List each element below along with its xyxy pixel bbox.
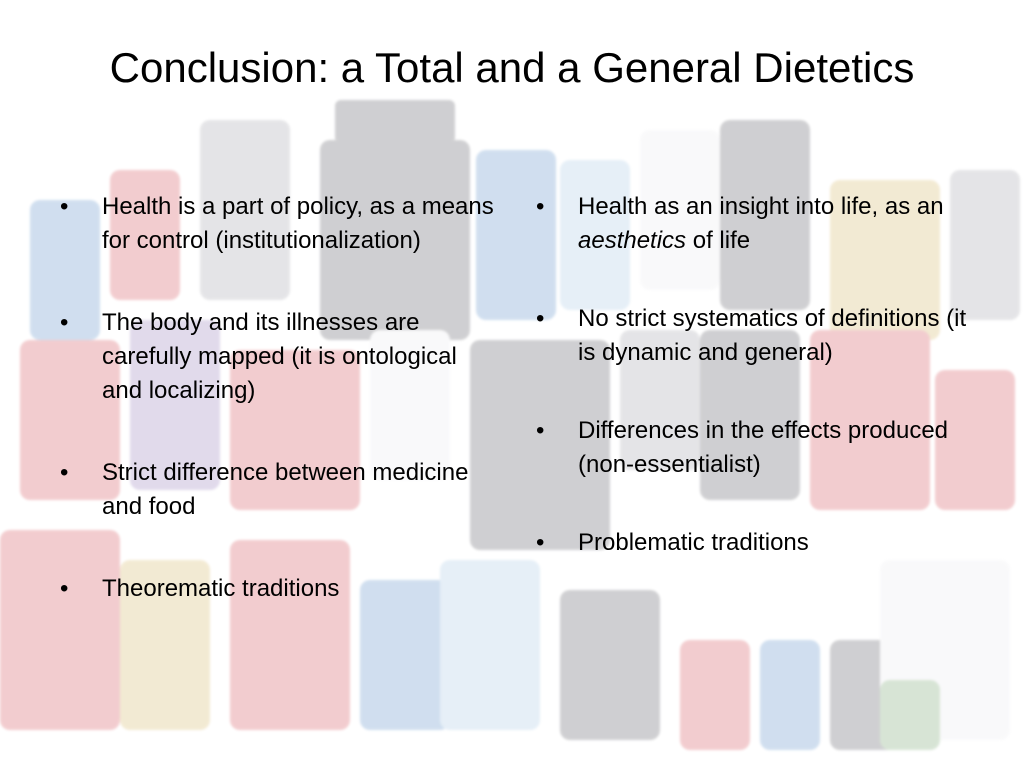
slide-title: Conclusion: a Total and a General Dietetics xyxy=(109,44,915,91)
bullet-icon: • xyxy=(60,575,69,602)
bullet-icon: • xyxy=(60,309,69,336)
bullet-text: Problematic traditions xyxy=(578,529,809,556)
list-item xyxy=(534,414,974,482)
bullet-icon: • xyxy=(60,193,69,220)
bullet-text-part: Health as an insight into life, as an xyxy=(578,193,944,220)
bullet-text xyxy=(578,193,944,254)
right-bullet-list xyxy=(534,190,974,560)
bullet-text: Health is a part of policy, as a means for control (institutionalization) xyxy=(102,193,494,254)
bullet-text: Differences in the effects produced (non-essentialist) xyxy=(578,417,949,478)
bullet-icon: • xyxy=(536,529,545,556)
list-item xyxy=(534,302,974,370)
bullet-icon: • xyxy=(60,459,69,486)
left-bullet-list xyxy=(58,190,498,606)
bullet-icon: • xyxy=(536,193,545,220)
list-item xyxy=(58,190,498,258)
bullet-text-part: of life xyxy=(686,227,751,254)
list-item xyxy=(58,456,498,524)
list-item xyxy=(58,572,498,606)
list-item xyxy=(58,306,498,408)
bullet-text: No strict systematics of definitions (it is dynamic and general) xyxy=(578,305,967,366)
list-item xyxy=(534,526,974,560)
bullet-icon: • xyxy=(536,417,545,444)
bullet-text: Theorematic traditions xyxy=(102,575,340,602)
bullet-text: The body and its illnesses are carefully mapped (it is ontological and localizing) xyxy=(102,309,457,404)
bullet-icon: • xyxy=(536,305,545,332)
emphasis-text: aesthetics xyxy=(578,227,687,254)
list-item xyxy=(534,190,974,258)
bullet-text: Strict difference between medicine and food xyxy=(102,459,469,520)
